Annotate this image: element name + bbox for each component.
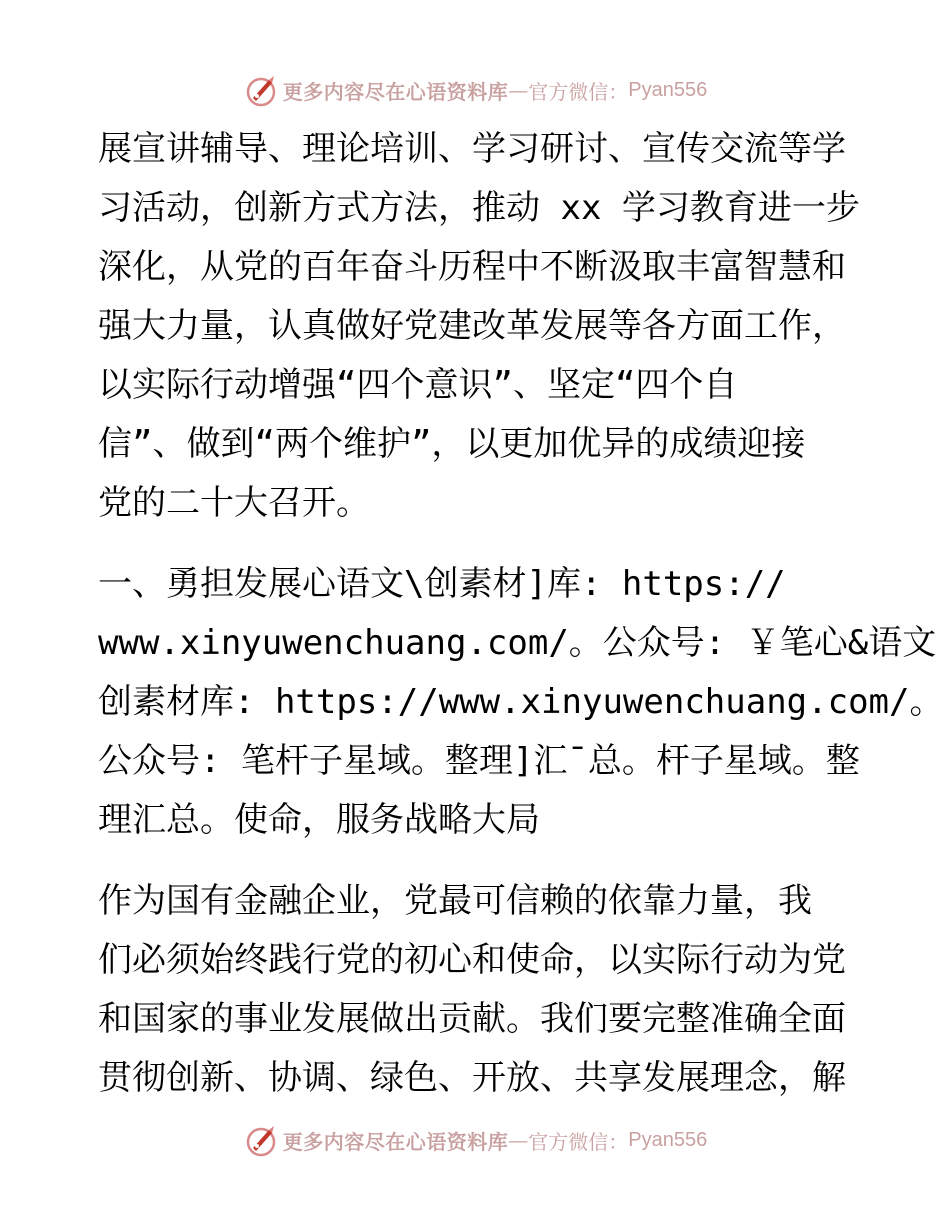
header-watermark-banner (0, 70, 950, 110)
footer-watermark-banner (0, 1120, 950, 1160)
text-line: 贯彻创新、协调、绿色、开放、共享发展理念，解 (98, 1058, 846, 1098)
text-line: 一、勇担发展心语文\创素材]库: https:// (98, 564, 786, 604)
paragraph-1 (98, 120, 858, 533)
text-line: 党的二十大召开。 (98, 483, 370, 523)
text-line: 公众号: 笔杆子星域。整理]汇¯总。杆子星域。整 (98, 741, 860, 781)
text-line: 以实际行动增强“四个意识”、坚定“四个自 (98, 365, 738, 405)
text-line: www.xinyuwenchuang.com/。公众号: ￥笔心&语文 (98, 623, 937, 663)
paragraph-3 (98, 872, 858, 1108)
footer-banner-official-label: 官方微信： (528, 1129, 629, 1154)
paragraph-2-heading (98, 555, 944, 850)
quill-logo-icon (243, 72, 279, 108)
text-line: 和国家的事业发展做出贡献。我们要完整准确全面 (98, 999, 846, 1039)
text-line: 强大力量，认真做好党建改革发展等各方面工作， (98, 306, 846, 346)
footer-banner-text: 更多内容尽在心语资料库 (282, 1129, 509, 1154)
paragraph-gap (98, 850, 858, 872)
header-banner-official-label: 官方微信： (528, 79, 629, 104)
footer-banner-separator: — (508, 1128, 529, 1152)
text-line: 深化，从党的百年奋斗历程中不断汲取丰富智慧和 (98, 247, 846, 287)
text-line: 理汇总。使命，服务战略大局 (98, 800, 540, 840)
header-banner-text: 更多内容尽在心语资料库 (282, 79, 509, 104)
text-line: 作为国有金融企业，党最可信赖的依靠力量，我 (98, 881, 812, 921)
header-banner-account-id: Pyan556 (628, 78, 708, 101)
footer-banner-account-id: Pyan556 (628, 1128, 708, 1151)
text-line: 创素材库: https://www.xinyuwenchuang.com/。 (98, 682, 944, 722)
paragraph-gap (98, 533, 858, 555)
text-line: 习活动，创新方式方法，推动 xx 学习教育进一步 (98, 188, 860, 228)
text-line: 们必须始终践行党的初心和使命，以实际行动为党 (98, 940, 846, 980)
text-line: 信”、做到“两个维护”，以更加优异的成绩迎接 (98, 424, 806, 464)
quill-logo-icon (243, 1122, 279, 1158)
header-banner-separator: — (508, 78, 529, 102)
document-body (98, 120, 944, 1108)
text-line: 展宣讲辅导、理论培训、学习研讨、宣传交流等学 (98, 129, 846, 169)
